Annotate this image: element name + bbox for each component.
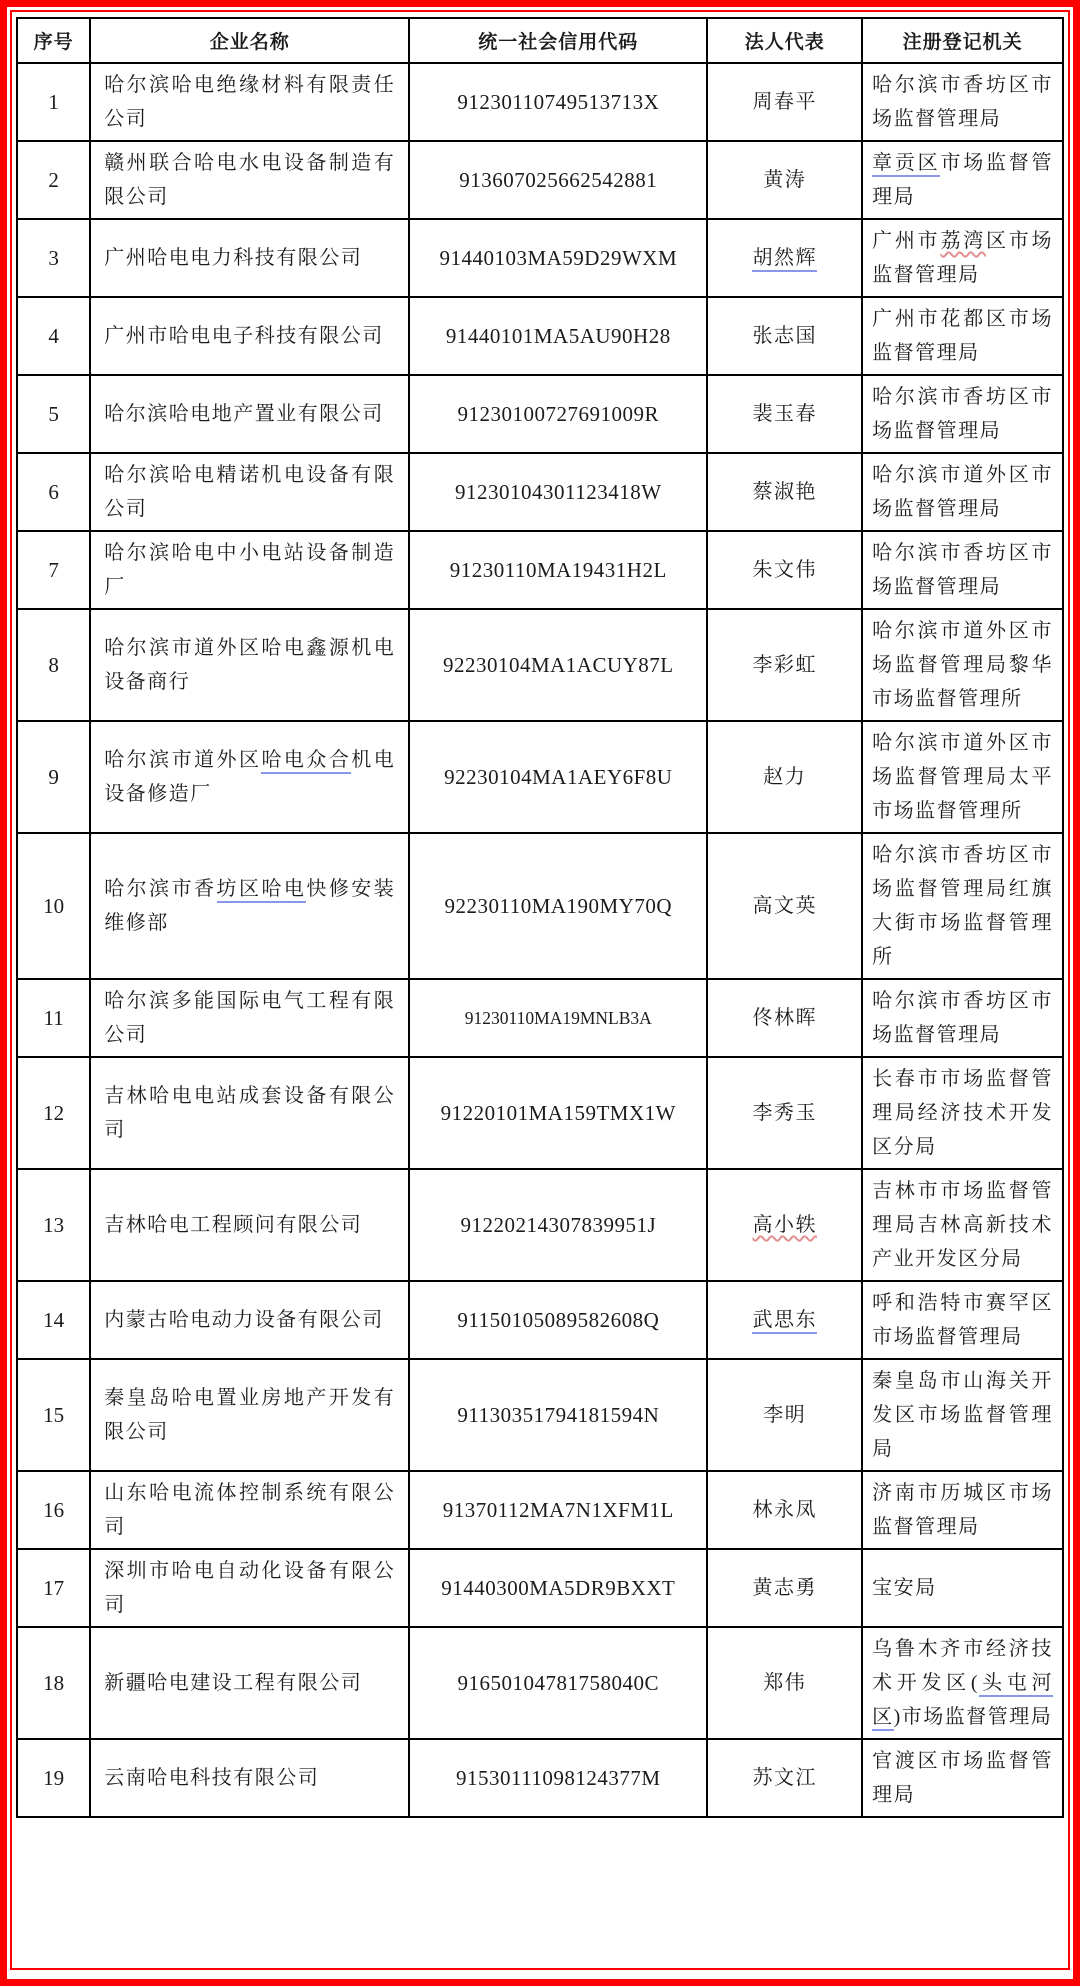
table-row xyxy=(17,453,1063,531)
legal-representative-cell: 周春平 xyxy=(707,63,862,141)
company-name-cell: 哈尔滨市道外区哈电鑫源机电设备商行 xyxy=(90,609,409,721)
credit-code-cell: 91370112MA7N1XFM1L xyxy=(409,1471,707,1549)
credit-code-cell: 91130351794181594N xyxy=(409,1359,707,1471)
credit-code-cell: 92230104MA1AEY6F8U xyxy=(409,721,707,833)
table-row xyxy=(17,297,1063,375)
legal-representative-cell xyxy=(707,1281,862,1359)
legal-representative-cell: 裴玉春 xyxy=(707,375,862,453)
serial-number-cell: 13 xyxy=(17,1169,90,1281)
company-name-cell: 赣州联合哈电水电设备制造有限公司 xyxy=(90,141,409,219)
company-name-cell: 哈尔滨哈电绝缘材料有限责任公司 xyxy=(90,63,409,141)
registration-authority-cell: 吉林市市场监督管理局吉林高新技术产业开发区分局 xyxy=(862,1169,1063,1281)
header-legal-representative: 法人代表 xyxy=(707,18,862,63)
table-row xyxy=(17,609,1063,721)
company-table-body xyxy=(17,63,1063,1817)
registration-authority-cell: 广州市花都区市场监督管理局 xyxy=(862,297,1063,375)
table-row xyxy=(17,531,1063,609)
header-row xyxy=(17,18,1063,63)
serial-number-cell: 11 xyxy=(17,979,90,1057)
credit-code-cell: 91230100727691009R xyxy=(409,375,707,453)
legal-representative-cell: 朱文伟 xyxy=(707,531,862,609)
registration-authority-cell: 长春市市场监督管理局经济技术开发区分局 xyxy=(862,1057,1063,1169)
company-name-cell: 内蒙古哈电动力设备有限公司 xyxy=(90,1281,409,1359)
proofing-underline-mark: 坊区哈电 xyxy=(217,878,307,903)
proofing-underline-mark: 章贡区 xyxy=(872,152,940,177)
table-row xyxy=(17,1471,1063,1549)
legal-representative-cell: 蔡淑艳 xyxy=(707,453,862,531)
registration-authority-cell: 广州市荔湾区市场监督管理局 xyxy=(862,219,1063,297)
header-registration-authority: 注册登记机关 xyxy=(862,18,1063,63)
legal-representative-cell: 赵力 xyxy=(707,721,862,833)
serial-number-cell: 12 xyxy=(17,1057,90,1169)
table-row xyxy=(17,1281,1063,1359)
table-row xyxy=(17,141,1063,219)
serial-number-cell: 7 xyxy=(17,531,90,609)
company-name-cell: 吉林哈电工程顾问有限公司 xyxy=(90,1169,409,1281)
proofing-underline-mark: 胡然辉 xyxy=(752,247,817,272)
credit-code-cell: 91150105089582608Q xyxy=(409,1281,707,1359)
company-name-cell: 广州哈电电力科技有限公司 xyxy=(90,219,409,297)
table-row xyxy=(17,1057,1063,1169)
serial-number-cell: 1 xyxy=(17,63,90,141)
company-name-cell: 秦皇岛哈电置业房地产开发有限公司 xyxy=(90,1359,409,1471)
proofing-underline-mark: 高小轶 xyxy=(752,1214,817,1236)
legal-representative-cell: 张志国 xyxy=(707,297,862,375)
serial-number-cell: 17 xyxy=(17,1549,90,1627)
company-name-cell: 哈尔滨多能国际电气工程有限公司 xyxy=(90,979,409,1057)
registration-authority-cell: 哈尔滨市香坊区市场监督管理局 xyxy=(862,63,1063,141)
registration-authority-cell: 哈尔滨市香坊区市场监督管理局 xyxy=(862,979,1063,1057)
legal-representative-cell xyxy=(707,1169,862,1281)
registration-authority-cell: 秦皇岛市山海关开发区市场监督管理局 xyxy=(862,1359,1063,1471)
serial-number-cell: 5 xyxy=(17,375,90,453)
serial-number-cell: 16 xyxy=(17,1471,90,1549)
serial-number-cell: 9 xyxy=(17,721,90,833)
legal-representative-cell xyxy=(707,219,862,297)
table-row xyxy=(17,1169,1063,1281)
serial-number-cell: 4 xyxy=(17,297,90,375)
registration-authority-cell: 哈尔滨市道外区市场监督管理局太平市场监督管理所 xyxy=(862,721,1063,833)
proofing-underline-mark: 头屯河区 xyxy=(872,1672,1053,1731)
credit-code-cell: 92230110MA190MY70Q xyxy=(409,833,707,979)
registration-authority-cell: 宝安局 xyxy=(862,1549,1063,1627)
table-row xyxy=(17,1627,1063,1739)
registration-authority-cell: 呼和浩特市赛罕区市场监督管理局 xyxy=(862,1281,1063,1359)
legal-representative-cell: 李秀玉 xyxy=(707,1057,862,1169)
credit-code-cell: 91230110749513713X xyxy=(409,63,707,141)
legal-representative-cell: 佟林晖 xyxy=(707,979,862,1057)
table-row xyxy=(17,63,1063,141)
registration-authority-cell: 哈尔滨市香坊区市场监督管理局红旗大街市场监督管理所 xyxy=(862,833,1063,979)
credit-code-cell: 91220214307839951J xyxy=(409,1169,707,1281)
legal-representative-cell: 李明 xyxy=(707,1359,862,1471)
company-name-cell: 广州市哈电电子科技有限公司 xyxy=(90,297,409,375)
registration-authority-cell: 章贡区市场监督管理局 xyxy=(862,141,1063,219)
credit-code-cell: 91230104301123418W xyxy=(409,453,707,531)
registration-authority-cell: 哈尔滨市香坊区市场监督管理局 xyxy=(862,531,1063,609)
serial-number-cell: 19 xyxy=(17,1739,90,1817)
red-annotation-frame-inner xyxy=(10,10,1070,1970)
company-name-cell: 吉林哈电电站成套设备有限公司 xyxy=(90,1057,409,1169)
table-row xyxy=(17,219,1063,297)
legal-representative-cell: 郑伟 xyxy=(707,1627,862,1739)
credit-code-cell: 913607025662542881 xyxy=(409,141,707,219)
company-registry-table xyxy=(16,17,1064,1818)
company-name-cell: 深圳市哈电自动化设备有限公司 xyxy=(90,1549,409,1627)
serial-number-cell: 15 xyxy=(17,1359,90,1471)
credit-code-cell: 92230104MA1ACUY87L xyxy=(409,609,707,721)
registration-authority-cell: 哈尔滨市香坊区市场监督管理局 xyxy=(862,375,1063,453)
registration-authority-cell: 济南市历城区市场监督管理局 xyxy=(862,1471,1063,1549)
credit-code-cell: 91230110MA19431H2L xyxy=(409,531,707,609)
credit-code-cell: 91220101MA159TMX1W xyxy=(409,1057,707,1169)
serial-number-cell: 14 xyxy=(17,1281,90,1359)
registration-authority-cell: 哈尔滨市道外区市场监督管理局黎华市场监督管理所 xyxy=(862,609,1063,721)
company-name-cell: 哈尔滨市香坊区哈电快修安装维修部 xyxy=(90,833,409,979)
legal-representative-cell: 苏文江 xyxy=(707,1739,862,1817)
company-name-cell: 新疆哈电建设工程有限公司 xyxy=(90,1627,409,1739)
serial-number-cell: 10 xyxy=(17,833,90,979)
registration-authority-cell: 哈尔滨市道外区市场监督管理局 xyxy=(862,453,1063,531)
credit-code-cell: 91650104781758040C xyxy=(409,1627,707,1739)
proofing-underline-mark: 哈电众合 xyxy=(261,749,351,774)
header-serial-number: 序号 xyxy=(17,18,90,63)
proofing-underline-mark: 荔湾 xyxy=(940,230,986,252)
registration-authority-cell: 官渡区市场监督管理局 xyxy=(862,1739,1063,1817)
table-row xyxy=(17,721,1063,833)
credit-code-cell: 91230110MA19MNLB3A xyxy=(409,979,707,1057)
table-row xyxy=(17,1549,1063,1627)
company-name-cell: 哈尔滨市道外区哈电众合机电设备修造厂 xyxy=(90,721,409,833)
company-name-cell: 哈尔滨哈电地产置业有限公司 xyxy=(90,375,409,453)
serial-number-cell: 6 xyxy=(17,453,90,531)
credit-code-cell: 91440101MA5AU90H28 xyxy=(409,297,707,375)
serial-number-cell: 3 xyxy=(17,219,90,297)
table-row xyxy=(17,1359,1063,1471)
header-company-name: 企业名称 xyxy=(90,18,409,63)
table-header xyxy=(17,18,1063,63)
table-row xyxy=(17,1739,1063,1817)
legal-representative-cell: 黄志勇 xyxy=(707,1549,862,1627)
proofing-underline-mark: 武思东 xyxy=(752,1309,817,1334)
company-name-cell: 云南哈电科技有限公司 xyxy=(90,1739,409,1817)
credit-code-cell: 91530111098124377M xyxy=(409,1739,707,1817)
header-credit-code: 统一社会信用代码 xyxy=(409,18,707,63)
legal-representative-cell: 林永凤 xyxy=(707,1471,862,1549)
legal-representative-cell: 黄涛 xyxy=(707,141,862,219)
company-name-cell: 哈尔滨哈电中小电站设备制造厂 xyxy=(90,531,409,609)
legal-representative-cell: 李彩虹 xyxy=(707,609,862,721)
table-row xyxy=(17,375,1063,453)
serial-number-cell: 18 xyxy=(17,1627,90,1739)
company-name-cell: 山东哈电流体控制系统有限公司 xyxy=(90,1471,409,1549)
serial-number-cell: 2 xyxy=(17,141,90,219)
credit-code-cell: 91440103MA59D29WXM xyxy=(409,219,707,297)
legal-representative-cell: 高文英 xyxy=(707,833,862,979)
registration-authority-cell: 乌鲁木齐市经济技术开发区(头屯河区)市场监督管理局 xyxy=(862,1627,1063,1739)
company-name-cell: 哈尔滨哈电精诺机电设备有限公司 xyxy=(90,453,409,531)
table-row xyxy=(17,979,1063,1057)
credit-code-cell: 91440300MA5DR9BXXT xyxy=(409,1549,707,1627)
table-row xyxy=(17,833,1063,979)
serial-number-cell: 8 xyxy=(17,609,90,721)
